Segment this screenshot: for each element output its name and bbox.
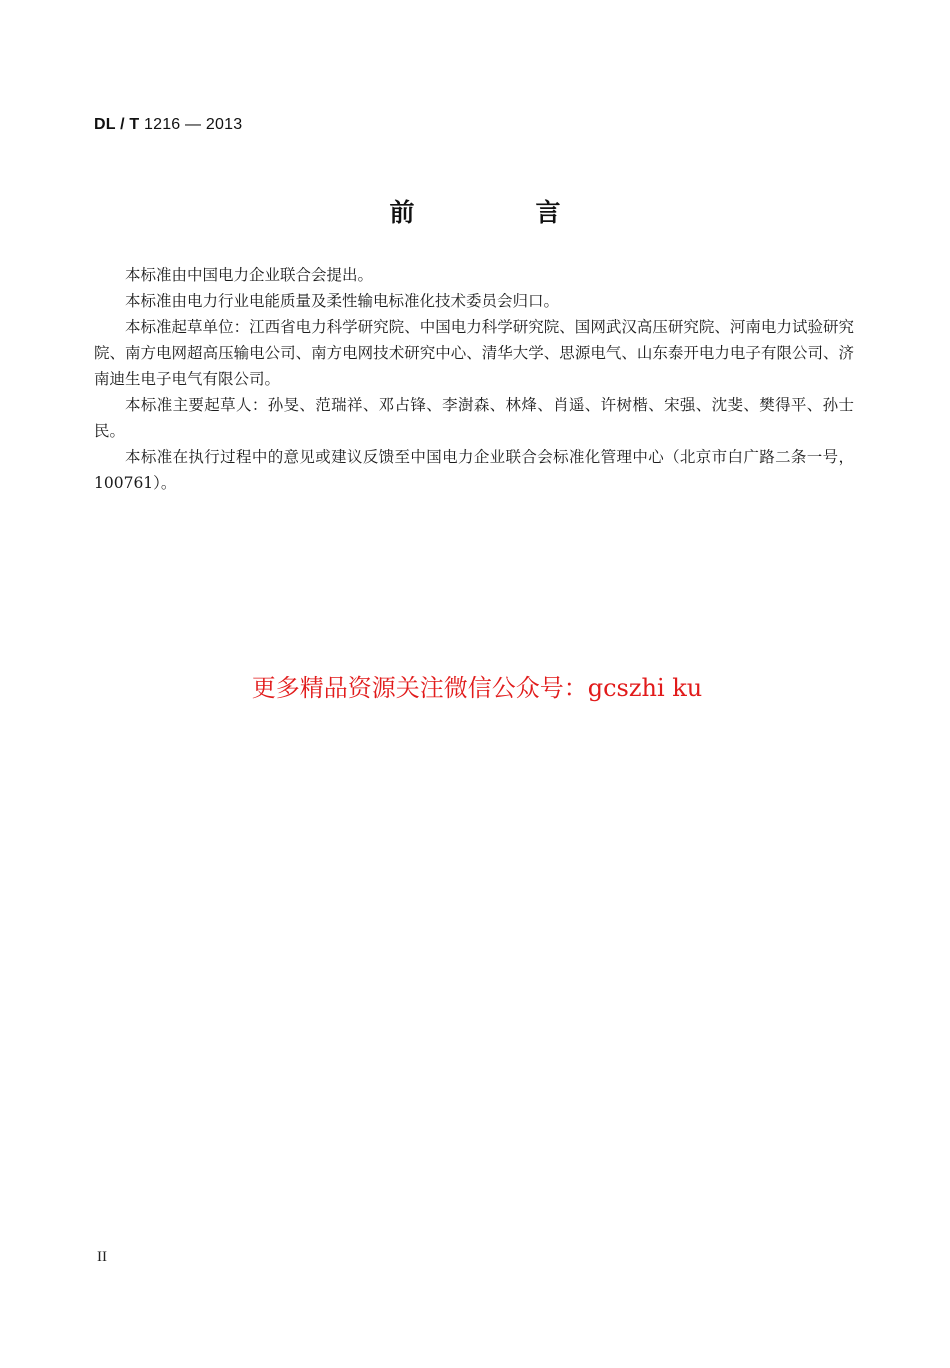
standard-code xyxy=(94,116,242,134)
foreword-body xyxy=(94,262,854,496)
paragraph-drafters: 本标准主要起草人：孙旻、范瑞祥、邓占锋、李澍森、林烽、肖遥、许树楷、宋强、沈斐、樊得平、孙士民。 xyxy=(94,396,854,440)
paragraph-feedback: 本标准在执行过程中的意见或建议反馈至中国电力企业联合会标准化管理中心（北京市白广路二条一号，100761）。 xyxy=(94,448,854,492)
standard-code-prefix: DL / T xyxy=(94,116,140,133)
standard-code-number: 1216 — 2013 xyxy=(144,116,243,133)
promo-watermark: 更多精品资源关注微信公众号：gcszhi ku xyxy=(251,674,703,702)
paragraph-proposer: 本标准由中国电力企业联合会提出。 xyxy=(125,266,374,284)
paragraph-committee: 本标准由电力行业电能质量及柔性输电标准化技术委员会归口。 xyxy=(125,292,560,310)
paragraph-drafting-units: 本标准起草单位：江西省电力科学研究院、中国电力科学研究院、国网武汉高压研究院、河南电力试验研究院、南方电网超高压输电公司、南方电网技术研究中心、清华大学、思源电气、山东泰开电力电子有限公司、济南迪生电子电气有限公司。 xyxy=(94,318,854,388)
foreword-title: 前 言 xyxy=(389,198,609,227)
page-number: II xyxy=(97,1249,107,1265)
